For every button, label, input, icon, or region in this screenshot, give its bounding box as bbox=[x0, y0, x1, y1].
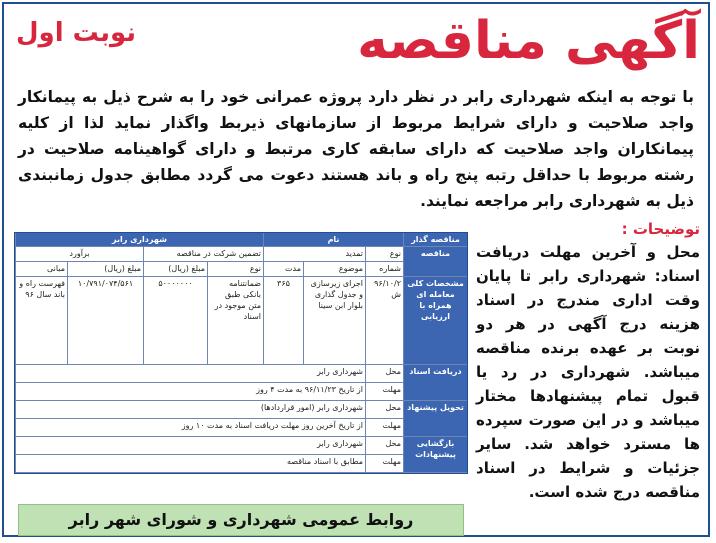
offers-deadline: از تاریخ آخرین روز مهلت دریافت اسناد به مدت ۱۰ روز bbox=[15, 419, 365, 437]
footer-banner: روابط عمومی شهرداری و شورای شهر رابر bbox=[18, 504, 464, 536]
col-amount2: مبلغ (ریال) bbox=[67, 262, 143, 277]
opening-deadline: مطابق با اسناد مناقصه bbox=[15, 455, 365, 473]
type-value: تمدید bbox=[263, 247, 365, 262]
evaluation-label-text: معامله ای همراه با ارزیابی bbox=[416, 290, 455, 321]
notes-section bbox=[476, 220, 700, 504]
opening-place: شهرداری رابر bbox=[15, 437, 365, 455]
ad-title: آگهی مناقصه bbox=[357, 11, 700, 71]
tender-org-label: مناقصه گذار bbox=[403, 233, 467, 247]
row-basis: فهرست راه و باند سال ۹۶ bbox=[15, 277, 67, 365]
tender-label: مناقصه bbox=[403, 247, 467, 277]
offers-place-label: محل bbox=[365, 401, 403, 419]
docs-place-label: محل bbox=[365, 365, 403, 383]
col-guarantee-type: نوع bbox=[207, 262, 263, 277]
notes-title: توضیحات : bbox=[621, 220, 700, 238]
intro-paragraph: با توجه به اینکه شهرداری رابر در نظر دارد پروژه عمرانی خود را به شرح ذیل به پیمانکار واجد صلاحیت و دارای شرایط مربوط از سازمانهای ذیربط واگذار نماید لذا از کلیه پیمانکاران واجد صلاحیت که دارای سابقه کاری مرتبط و دارای گواهینامه صلاحیت در رشته مربوط با حداقل رتبه پنج راه و باند هستند دعوت می گردد مطابق جدول زمانبندی ذیل به شهرداری رابر مراجعه نمایند. bbox=[18, 88, 694, 210]
col-number: شماره bbox=[365, 262, 403, 277]
col-basis: مبانی bbox=[15, 262, 67, 277]
row-guarantee-type: ضمانتنامه بانکی طبق متن موجود در اسناد bbox=[207, 277, 263, 365]
offers-deadline-label: مهلت bbox=[365, 419, 403, 437]
row-amount: ۵۰۰۰۰۰۰۰ bbox=[143, 277, 207, 365]
guarantee-header: تضمین شرکت در مناقصه bbox=[143, 247, 263, 262]
row-duration: ۳۶۵ bbox=[263, 277, 303, 365]
docs-deadline: از تاریخ ۹۶/۱۱/۲۳ به مدت ۴ روز bbox=[15, 383, 365, 401]
round-label: نوبت اول bbox=[16, 18, 137, 48]
row-number: ۹۶/۱۰/۲ ش bbox=[365, 277, 403, 365]
general-label-text: مشخصات کلی bbox=[407, 279, 464, 288]
tender-table bbox=[14, 232, 468, 474]
estimate-header: برآورد bbox=[15, 247, 143, 262]
docs-label: دریافت اسناد bbox=[403, 365, 467, 401]
docs-place: شهرداری رابر bbox=[15, 365, 365, 383]
name-value: شهرداری رابر bbox=[15, 233, 263, 247]
col-amount: مبلغ (ریال) bbox=[143, 262, 207, 277]
col-subject: موضوع bbox=[303, 262, 365, 277]
docs-deadline-label: مهلت bbox=[365, 383, 403, 401]
opening-deadline-label: مهلت bbox=[365, 455, 403, 473]
opening-place-label: محل bbox=[365, 437, 403, 455]
row-amount2: ۱۰/۷۹۱/۰۷۴/۵۶۱ bbox=[67, 277, 143, 365]
type-label: نوع bbox=[365, 247, 403, 262]
col-duration: مدت bbox=[263, 262, 303, 277]
offers-place: شهرداری رابر (امور قراردادها) bbox=[15, 401, 365, 419]
row-subject: اجرای زیرسازی و جدول گذاری بلوار ابن سینا bbox=[303, 277, 365, 365]
offers-label: تحویل پیشنهاد bbox=[403, 401, 467, 437]
name-label: نام bbox=[263, 233, 403, 247]
general-label bbox=[403, 277, 467, 365]
opening-label: بازگشایی پیشنهادات bbox=[403, 437, 467, 473]
notes-body: محل و آخرین مهلت دریافت اسناد: شهرداری رابر تا پایان وقت اداری مندرج در اسناد هزینه درج آگهی در هر دو نوبت بر عهده برنده مناقصه میباشد. شهرداری در رد یا قبول تمام پیشنهادها مختار میباشد و در این صورت سپرده ها مسترد خواهد شد. سایر جزئیات و شرایط در اسناد مناقصه درج شده است. bbox=[476, 243, 700, 501]
